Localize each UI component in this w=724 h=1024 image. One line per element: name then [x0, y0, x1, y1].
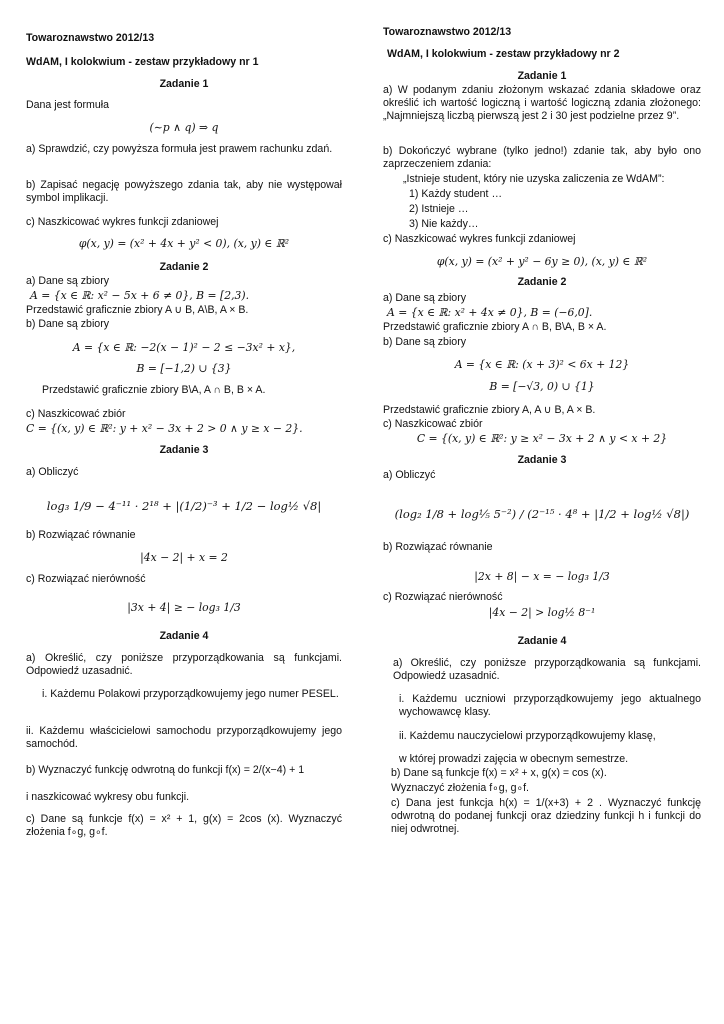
left-task1-a: a) Sprawdzić, czy powyższa formuła jest prawem rachunku zdań. [26, 143, 333, 155]
right-task4-b: b) Dane są funkcje f(x) = x² + x, g(x) = cos (x). [391, 767, 607, 779]
right-task3-a: a) Obliczyć [383, 469, 436, 481]
right-course-header: Towaroznawstwo 2012/13 [383, 26, 512, 38]
right-task1-b-option-1: 1) Każdy student … [409, 188, 503, 200]
right-task3-c: c) Rozwiązać nierówność [383, 591, 503, 603]
right-task4-c: c) Dana jest funkcja h(x) = 1/(x+3) + 2 . Wyznaczyć funkcję odwrotną do podanej funkcji oraz dziedziny funkcji h i funkcji do niej odwrotnej. [391, 797, 701, 835]
right-task3-b-formula: |2x + 8| − x = − log₃ 1/3 [474, 570, 610, 583]
right-task2-a-sets: A = {x ∈ ℝ: x² + 4x ≠ 0}, B = (−6,0]. [387, 306, 593, 319]
left-task1-intro: Dana jest formuła [26, 99, 110, 111]
left-task4-a: a) Określić, czy poniższe przyporządkowania są funkcjami. Odpowiedź uzasadnić. [26, 652, 342, 677]
left-task1-c-formula: φ(x, y) = (x² + 4x + y² < 0), (x, y) ∈ ℝ² [78, 237, 290, 250]
right-task3-c-formula: |4x − 2| > log½ 8⁻¹ [488, 606, 596, 619]
left-task3-b: b) Rozwiązać równanie [26, 529, 136, 541]
left-task2-b-set-a: A = {x ∈ ℝ: −2(x − 1)² − 2 ≤ −3x² + x}, [72, 341, 296, 354]
left-task3-b-formula: |4x − 2| + x = 2 [140, 551, 228, 564]
left-task4-b2: i naszkicować wykresy obu funkcji. [26, 791, 190, 803]
left-task2-b-task: Przedstawić graficznie zbiory B\A, A ∩ B, B × A. [42, 384, 266, 396]
left-task2-a-sets: A = {x ∈ ℝ: x² − 5x + 6 ≠ 0}, B = [2,3). [30, 289, 250, 302]
right-task1-b-option-3: 3) Nie każdy… [409, 218, 479, 230]
right-task1-a: a) W podanym zdaniu złożonym wskazać zdania składowe oraz określić ich wartość logiczną i wartość logiczną zdania złożonego: „Najmniejszą liczbą pierwszą jest 2 i 30 jest podzielne przez 9”. [383, 84, 701, 122]
right-task4-a-ii-cont: w której prowadzi zajęcia w obecnym semestrze. [399, 753, 629, 765]
left-task2-c: c) Naszkicować zbiór [26, 408, 126, 420]
right-task2-b-set-a: A = {x ∈ ℝ: (x + 3)² < 6x + 12} [454, 358, 630, 371]
right-task1-b-option-2: 2) Istnieje … [409, 203, 469, 215]
right-task2-c-set: C = {(x, y) ∈ ℝ²: y ≥ x² − 3x + 2 ∧ y < x + 2} [416, 432, 668, 445]
left-task3-c-formula: |3x + 4| ≥ − log₃ 1/3 [127, 601, 241, 614]
left-course-header: Towaroznawstwo 2012/13 [26, 32, 155, 44]
left-task3-a-formula: log₃ 1/9 − 4⁻¹¹ · 2¹⁸ + |(1/2)⁻³ + 1/2 − log½ √8| [46, 499, 322, 513]
left-task4-c: c) Dane są funkcje f(x) = x² + 1, g(x) = 2cos (x). Wyznaczyć złożenia f∘g, g∘f. [26, 813, 342, 838]
right-task4-a-ii: ii. Każdemu nauczycielowi przyporządkowujemy klasę, [399, 730, 656, 742]
left-task2-title: Zadanie 2 [159, 261, 209, 273]
right-task2-c: c) Naszkicować zbiór [383, 418, 483, 430]
right-task4-a-i: i. Każdemu uczniowi przyporządkowujemy jego aktualnego wychowawcę klasy. [399, 693, 701, 718]
left-task4-title: Zadanie 4 [159, 630, 209, 642]
right-task3-b: b) Rozwiązać równanie [383, 541, 493, 553]
right-task1-b: b) Dokończyć wybrane (tylko jedno!) zdanie tak, aby było ono zaprzeczeniem zdania: [383, 145, 701, 170]
right-task2-title: Zadanie 2 [517, 276, 567, 288]
right-task1-c: c) Naszkicować wykres funkcji zdaniowej [383, 233, 576, 245]
left-task1-formula: (∼p ∧ q) ⇒ q [149, 121, 219, 134]
right-task4-a: a) Określić, czy poniższe przyporządkowania są funkcjami. Odpowiedź uzasadnić. [393, 657, 701, 682]
left-task2-b-set-b: B = [−1,2) ∪ {3} [136, 362, 232, 375]
left-task4-a-ii: ii. Każdemu właścicielowi samochodu przyporządkowujemy jego samochód. [26, 725, 342, 750]
left-task2-c-set: C = {(x, y) ∈ ℝ²: y + x² − 3x + 2 > 0 ∧ y ≥ x − 2}. [26, 422, 303, 435]
right-task4-b2: Wyznaczyć złożenia f∘g, g∘f. [391, 782, 529, 794]
right-task4-title: Zadanie 4 [517, 635, 567, 647]
left-task3-a: a) Obliczyć [26, 466, 79, 478]
right-task2-b-task: Przedstawić graficznie zbiory A, A ∪ B, A × B. [383, 404, 596, 416]
right-task3-a-formula: (log₂ 1/8 + log⅕ 5⁻²) / (2⁻¹⁵ · 4⁸ + |1/2 + log½ √8|) [394, 507, 690, 521]
right-task2-a: a) Dane są zbiory [383, 292, 467, 304]
right-task1-c-formula: φ(x, y) = (x² + y² − 6y ≥ 0), (x, y) ∈ ℝ² [436, 255, 648, 268]
left-exam-title: WdAM, I kolokwium - zestaw przykładowy nr 1 [26, 56, 259, 68]
left-task2-a: a) Dane są zbiory [26, 275, 110, 287]
right-task2-b-set-b: B = [−√3, 0) ∪ {1} [489, 380, 595, 393]
right-task1-b-quote: „Istnieje student, który nie uzyska zaliczenia ze WdAM”: [403, 173, 665, 185]
left-task3-title: Zadanie 3 [159, 444, 209, 456]
right-task2-a-task: Przedstawić graficznie zbiory A ∩ B, B\A, B × A. [383, 321, 607, 333]
left-task4-b: b) Wyznaczyć funkcję odwrotną do funkcji f(x) = 2/(x−4) + 1 [26, 764, 305, 776]
left-task2-b: b) Dane są zbiory [26, 318, 110, 330]
left-task2-a-task: Przedstawić graficznie zbiory A ∪ B, A\B, A × B. [26, 304, 249, 316]
right-task1-title: Zadanie 1 [517, 70, 567, 82]
left-task1-b: b) Zapisać negację powyższego zdania tak, aby nie występował symbol implikacji. [26, 179, 342, 204]
right-task2-b: b) Dane są zbiory [383, 336, 467, 348]
right-exam-title: WdAM, I kolokwium - zestaw przykładowy nr 2 [387, 48, 620, 60]
left-task1-title: Zadanie 1 [159, 78, 209, 90]
left-task3-c: c) Rozwiązać nierówność [26, 573, 146, 585]
left-task1-c: c) Naszkicować wykres funkcji zdaniowej [26, 216, 219, 228]
left-task4-a-i: i. Każdemu Polakowi przyporządkowujemy jego numer PESEL. [42, 688, 339, 700]
right-task3-title: Zadanie 3 [517, 454, 567, 466]
